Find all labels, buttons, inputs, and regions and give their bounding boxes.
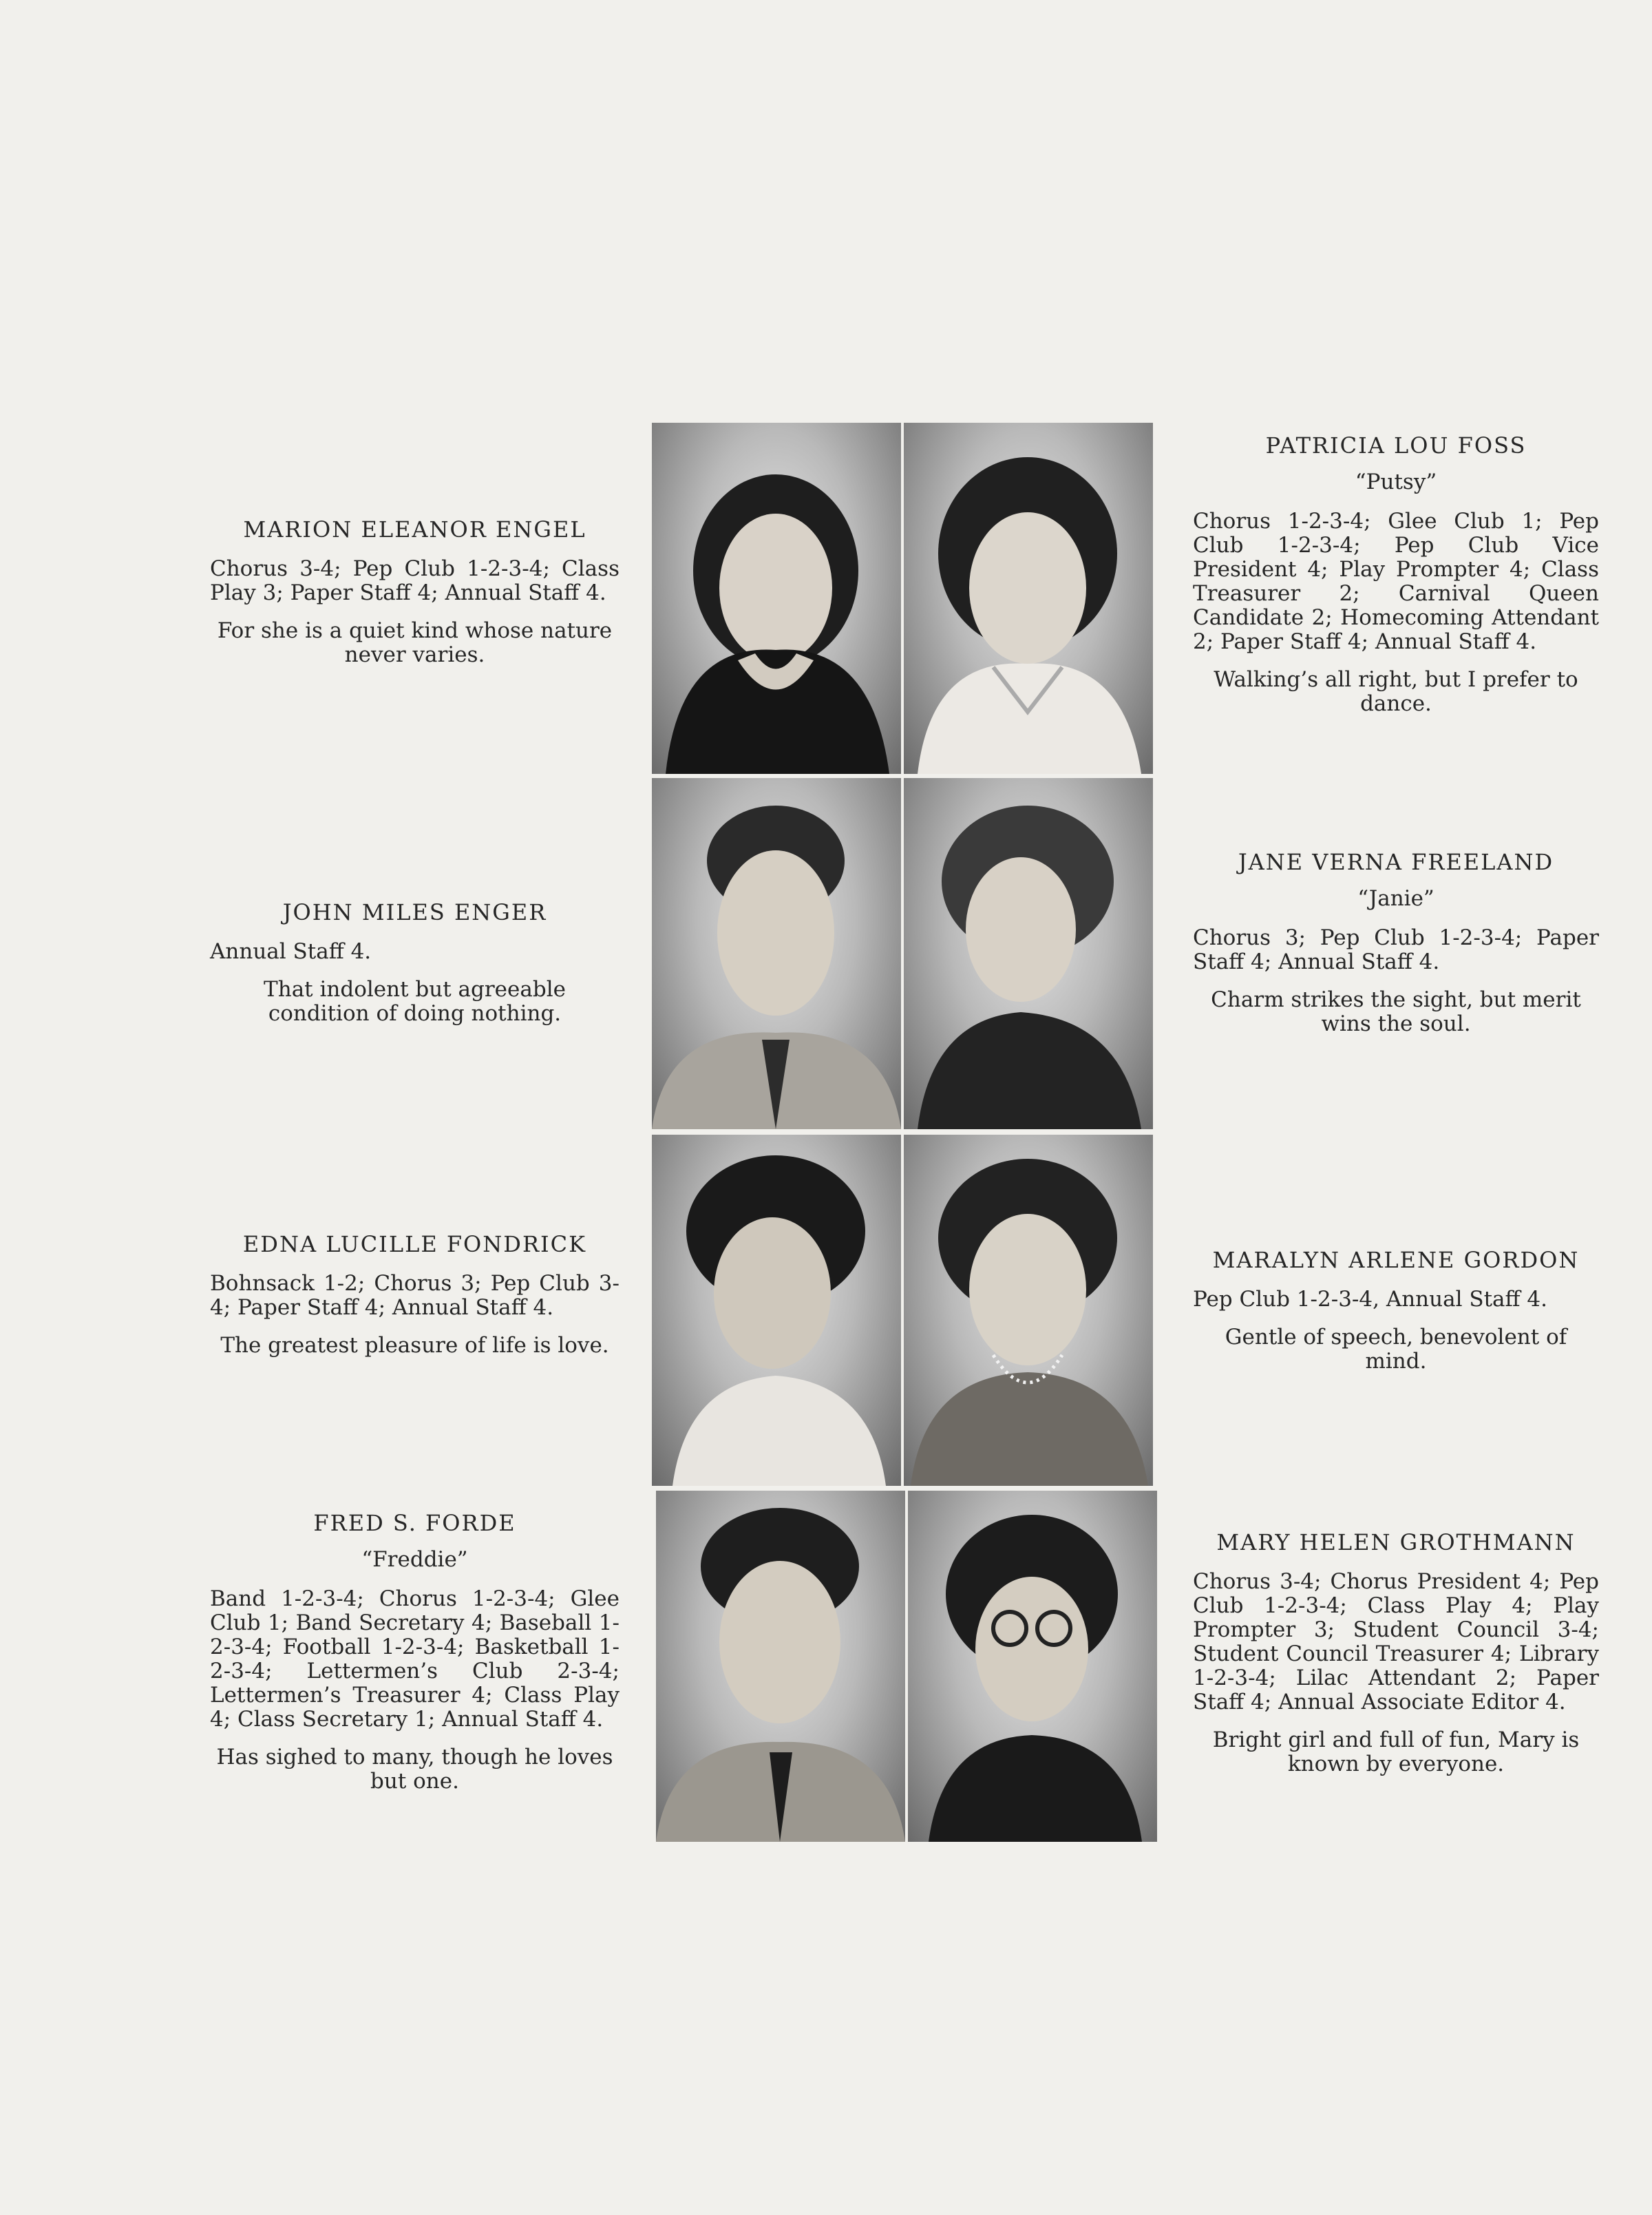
entry-maralyn-gordon: [1193, 1248, 1599, 1374]
student-name: PATRICIA LOU FOSS: [1265, 432, 1527, 459]
student-quote: Gentle of speech, benevolent of mind.: [1225, 1325, 1567, 1374]
student-name: MARALYN ARLENE GORDON: [1212, 1247, 1580, 1273]
portrait-photo: [652, 778, 901, 1129]
student-quote: Has sighed to many, though he loves but one.: [216, 1745, 613, 1794]
student-quote: The greatest pleasure of life is love.: [220, 1333, 609, 1358]
student-nickname: “Freddie”: [361, 1547, 468, 1572]
entry-patricia-foss: [1193, 434, 1599, 716]
student-name: FRED S. FORDE: [313, 1510, 516, 1536]
entry-fred-forde: [210, 1511, 620, 1794]
student-quote: Charm strikes the sight, but merit wins the soul.: [1211, 987, 1581, 1036]
portrait-photo: [652, 423, 901, 774]
student-name: MARION ELEANOR ENGEL: [243, 516, 586, 543]
student-name: MARY HELEN GROTHMANN: [1216, 1529, 1576, 1555]
entry-jane-freeland: [1193, 850, 1599, 1036]
portrait-photo: [652, 1135, 901, 1486]
portrait-photo: [904, 778, 1153, 1129]
entry-marion-engel: [210, 518, 620, 667]
student-activities: Annual Staff 4.: [210, 939, 372, 964]
portrait-photo: [656, 1491, 905, 1842]
student-activities: Band 1-2-3-4; Chorus 1-2-3-4; Glee Club 1; Band Secretary 4; Baseball 1-2-3-4; Football 1-2-3-4; Basketball 1-2-3-4; Lettermen’s Club 2-3-4; Lettermen’s Treasurer 4; Class Play 4; Class Secretary 1; Annual Staff 4.: [210, 1586, 620, 1732]
portrait-photo: [904, 423, 1153, 774]
portrait-photo: [904, 1135, 1153, 1486]
student-quote: That indolent but agreeable condition of doing nothing.: [264, 977, 566, 1026]
student-name: JANE VERNA FREELAND: [1238, 849, 1554, 875]
student-activities: Chorus 1-2-3-4; Glee Club 1; Pep Club 1-2-3-4; Pep Club Vice President 4; Play Prompter 4; Class Treasurer 2; Carnival Queen Candidate 2; Homecoming Attendant 2; Paper Staff 4; Annual Staff 4.: [1193, 509, 1599, 654]
student-name: EDNA LUCILLE FONDRICK: [242, 1231, 587, 1257]
student-activities: Chorus 3; Pep Club 1-2-3-4; Paper Staff 4; Annual Staff 4.: [1193, 925, 1599, 974]
student-activities: Chorus 3-4; Pep Club 1-2-3-4; Class Play 3; Paper Staff 4; Annual Staff 4.: [210, 556, 620, 605]
student-quote: Bright girl and full of fun, Mary is known by everyone.: [1212, 1728, 1580, 1776]
student-name: JOHN MILES ENGER: [282, 899, 547, 925]
entry-mary-grothmann: [1193, 1531, 1599, 1776]
student-activities: Chorus 3-4; Chorus President 4; Pep Club 1-2-3-4; Class Play 4; Play Prompter 3; Student Council 3-4; Student Council Treasurer 4; Library 1-2-3-4; Lilac Attendant 2; Paper Staff 4; Annual Associate Editor 4.: [1193, 1569, 1599, 1714]
student-nickname: “Janie”: [1357, 886, 1434, 911]
student-quote: For she is a quiet kind whose nature never varies.: [217, 618, 613, 667]
student-nickname: “Putsy”: [1355, 470, 1437, 494]
student-activities: Pep Club 1-2-3-4, Annual Staff 4.: [1193, 1287, 1547, 1312]
entry-edna-fondrick: [210, 1232, 620, 1358]
entry-john-enger: [210, 901, 620, 1026]
student-quote: Walking’s all right, but I prefer to dance.: [1214, 667, 1578, 716]
portrait-photo: [908, 1491, 1157, 1842]
student-activities: Bohnsack 1-2; Chorus 3; Pep Club 3-4; Paper Staff 4; Annual Staff 4.: [210, 1271, 620, 1320]
